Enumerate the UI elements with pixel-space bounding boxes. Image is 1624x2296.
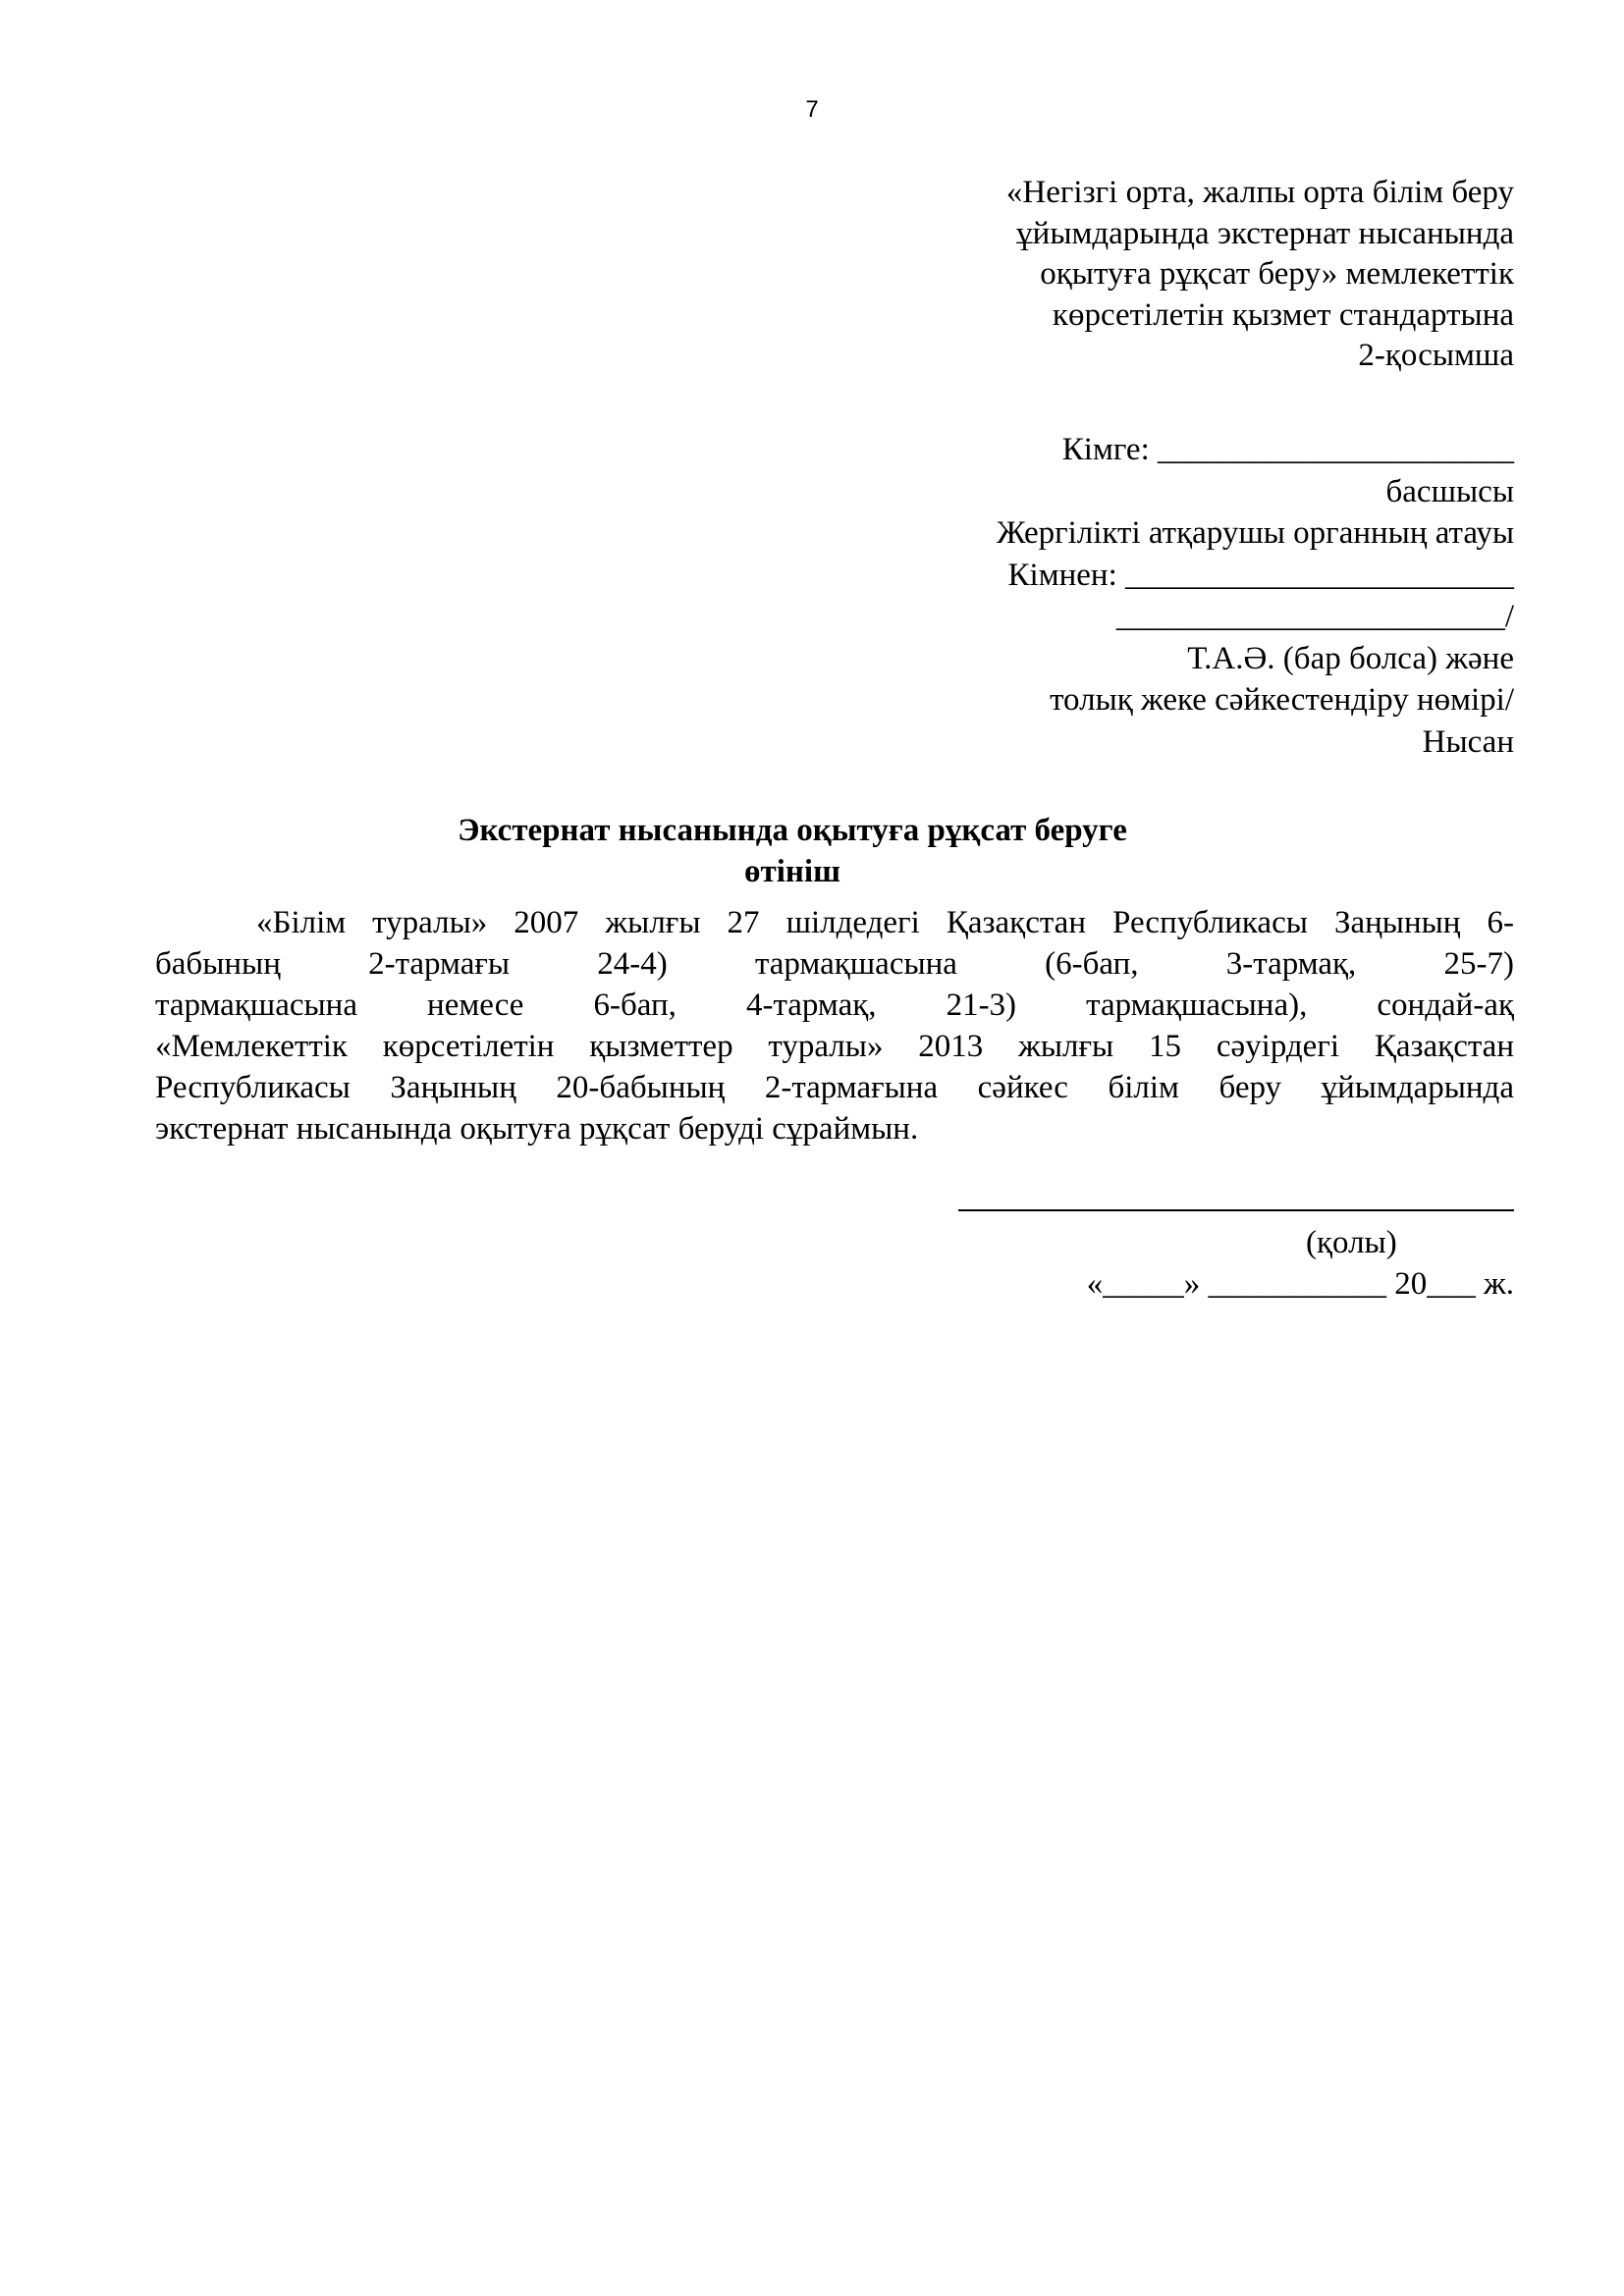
form-label: Нысан	[1422, 723, 1514, 760]
from-field: Кімнен: ________________________	[1007, 557, 1514, 593]
annex-header	[1006, 173, 1514, 377]
body-line: бабының 2-тармағы 24-4) тармақшасына (6-бап, 3-тармақ, 25-7)	[155, 946, 1514, 982]
body-line: Республикасы Заңының 20-бабының 2-тармағына сәйкес білім беру ұйымдарында	[155, 1070, 1514, 1105]
signature-line	[958, 1209, 1514, 1211]
page-number: 7	[805, 96, 819, 123]
annex-line: оқытуға рұқсат беру» мемлекеттік	[1040, 256, 1514, 292]
annex-number: 2-қосымша	[1358, 338, 1514, 373]
annex-line: көрсетілетін қызмет стандартына	[1052, 296, 1514, 333]
application-body	[155, 902, 1514, 1149]
signature-caption: (қолы)	[1306, 1225, 1397, 1260]
body-line: тармақшасына немесе 6-бап, 4-тармақ, 21-3) тармақшасына), сондай-ақ	[155, 988, 1514, 1023]
recipient-block	[997, 429, 1514, 763]
date-line: «_____» ___________ 20___ ж.	[1086, 1266, 1514, 1302]
annex-line: ұйымдарында экстернат нысанында	[1016, 215, 1514, 251]
head-label: басшысы	[1385, 473, 1514, 509]
document-subtitle: өтініш	[744, 854, 840, 889]
from-blank-line: ________________________/	[1115, 599, 1514, 634]
name-label: Т.А.Ә. (бар болса) және	[1187, 640, 1514, 676]
body-line: «Мемлекеттік көрсетілетін қызметтер туралы» 2013 жылғы 15 сәуірдегі Қазақстан	[155, 1029, 1514, 1064]
to-field: Кімге: ______________________	[1061, 432, 1514, 467]
document-title: Экстернат нысанында оқытуға рұқсат беруге	[458, 813, 1127, 848]
iin-label: толық жеке сәйкестендіру нөмірі/	[1050, 682, 1514, 718]
body-line: «Білім туралы» 2007 жылғы 27 шілдедегі Қазақстан Республикасы Заңының 6-	[256, 905, 1514, 940]
body-line: экстернат нысанында оқытуға рұқсат беруді сұраймын.	[155, 1111, 919, 1147]
organ-label: Жергілікті атқарушы органның атауы	[997, 515, 1514, 551]
annex-line: «Негізгі орта, жалпы орта білім беру	[1005, 175, 1514, 210]
